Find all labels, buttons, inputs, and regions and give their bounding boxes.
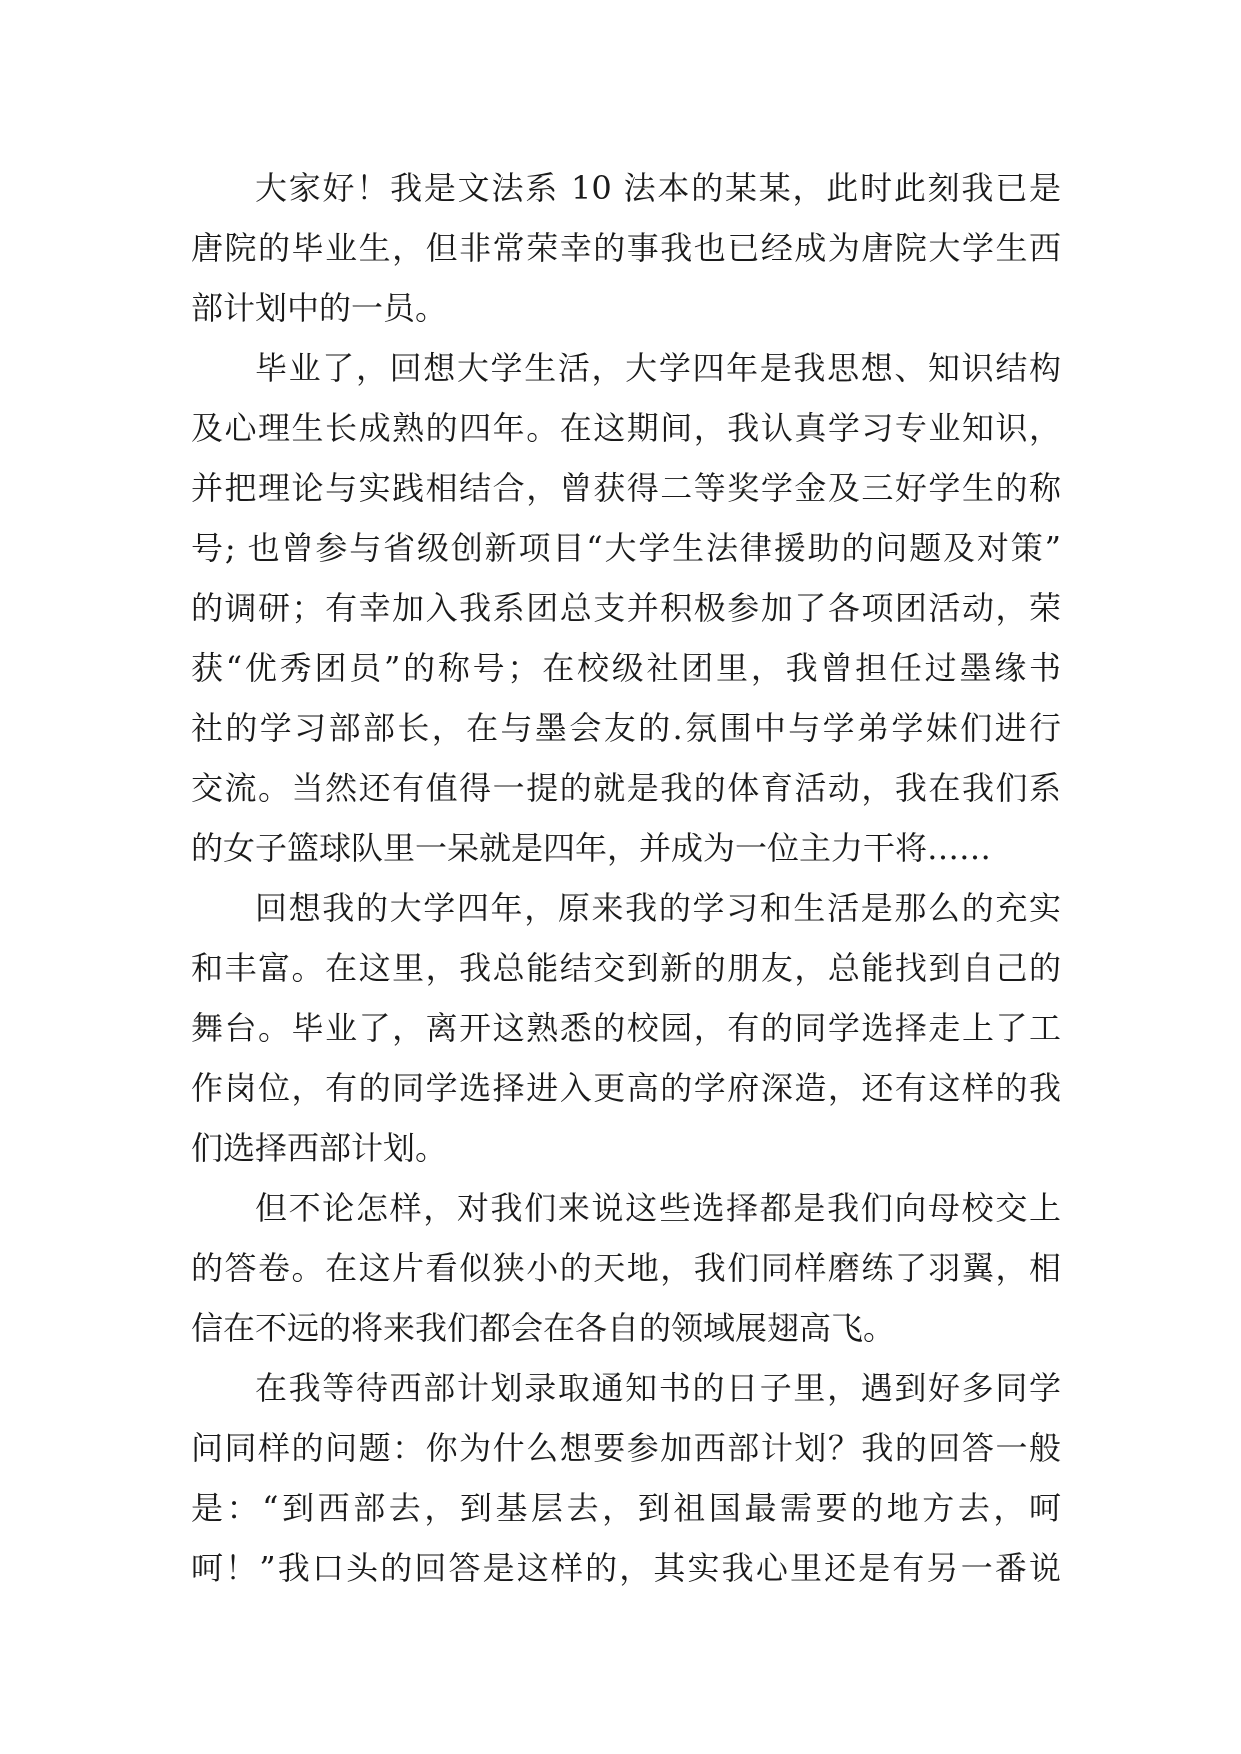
body-text <box>191 158 1061 1598</box>
text-line: 交流。当然还有值得一提的就是我的体育活动，我在我们系 <box>191 769 1061 807</box>
text-line: 并把理论与实践相结合，曾获得二等奖学金及三好学生的称 <box>191 469 1061 507</box>
text-line: 社的学习部部长，在与墨会友的.氛围中与学弟学妹们进行 <box>191 709 1061 747</box>
text-line: 毕业了，回想大学生活，大学四年是我思想、知识结构 <box>255 349 1061 387</box>
text-line: 作岗位，有的同学选择进入更高的学府深造，还有这样的我 <box>191 1069 1061 1107</box>
text-line: 信在不远的将来我们都会在各自的领域展翅高飞。 <box>191 1309 896 1347</box>
text-line: 的调研；有幸加入我系团总支并积极参加了各项团活动，荣 <box>191 589 1061 627</box>
text-line: 大家好！我是文法系 10 法本的某某，此时此刻我已是 <box>255 169 1061 207</box>
text-line: 的答卷。在这片看似狭小的天地，我们同样磨练了羽翼，相 <box>191 1249 1061 1287</box>
text-line: 号; 也曾参与省级创新项目“大学生法律援助的问题及对策” <box>191 529 1061 567</box>
text-line: 们选择西部计划。 <box>191 1129 448 1167</box>
paragraph-1 <box>191 158 1061 338</box>
text-line: 及心理生长成熟的四年。在这期间，我认真学习专业知识， <box>191 409 1061 447</box>
text-line: 的女子篮球队里一呆就是四年，并成为一位主力干将…… <box>191 829 992 867</box>
text-line: 回想我的大学四年，原来我的学习和生活是那么的充实 <box>255 889 1061 927</box>
paragraph-5 <box>191 1358 1061 1598</box>
text-line: 呵！”我口头的回答是这样的，其实我心里还是有另一番说 <box>191 1549 1061 1587</box>
paragraph-2 <box>191 338 1061 878</box>
text-line: 部计划中的一员。 <box>191 289 448 327</box>
text-line: 在我等待西部计划录取通知书的日子里，遇到好多同学 <box>255 1369 1061 1407</box>
text-line: 是：“到西部去，到基层去，到祖国最需要的地方去，呵 <box>191 1489 1061 1527</box>
text-line: 获“优秀团员”的称号；在校级社团里，我曾担任过墨缘书 <box>191 649 1061 687</box>
paragraph-4 <box>191 1178 1061 1358</box>
text-line: 问同样的问题：你为什么想要参加西部计划？我的回答一般 <box>191 1429 1061 1467</box>
paragraph-3 <box>191 878 1061 1178</box>
text-line: 和丰富。在这里，我总能结交到新的朋友，总能找到自己的 <box>191 949 1061 987</box>
text-line: 舞台。毕业了，离开这熟悉的校园，有的同学选择走上了工 <box>191 1009 1061 1047</box>
text-line: 但不论怎样，对我们来说这些选择都是我们向母校交上 <box>255 1189 1061 1227</box>
text-line: 唐院的毕业生，但非常荣幸的事我也已经成为唐院大学生西 <box>191 229 1061 267</box>
